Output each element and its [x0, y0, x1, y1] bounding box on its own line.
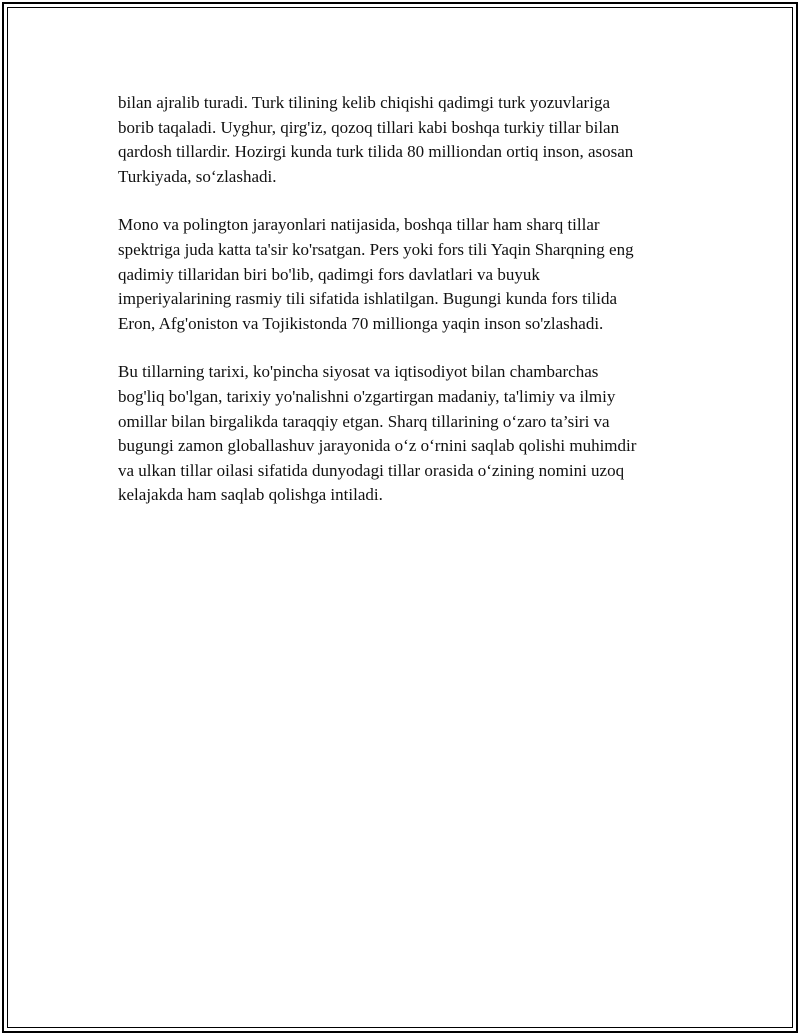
text-line: Bu tillarning tarixi, ko'pincha siyosat va iqtisodiyot bilan chambarchas	[118, 362, 599, 382]
text-line: Turkiyada, so‘zlashadi.	[118, 166, 277, 186]
text-line: kelajakda ham saqlab qolishga intiladi.	[118, 485, 383, 505]
text-line: omillar bilan birgalikda taraqqiy etgan. Sharq tillarining o‘zaro ta’siri va	[118, 411, 610, 431]
text-line: imperiyalarining rasmiy tili sifatida ishlatilgan. Bugungi kunda fors tilida	[118, 289, 618, 309]
text-line: Mono va polington jarayonlari natijasida, boshqa tillar ham sharq tillar	[118, 215, 600, 235]
text-line: qardosh tillardir. Hozirgi kunda turk tilida 80 milliondan ortiq inson, asosan	[118, 142, 634, 162]
text-line: Eron, Afg'oniston va Tojikistonda 70 millionga yaqin inson so'zlashadi.	[118, 313, 604, 333]
paragraph-persian-language	[118, 213, 693, 336]
text-line: bilan ajralib turadi. Turk tilining kelib chiqishi qadimgi turk yozuvlariga	[118, 93, 610, 112]
text-line: spektriga juda katta ta'sir ko'rsatgan. Pers yoki fors tili Yaqin Sharqning eng	[118, 239, 634, 259]
text-line: borib taqaladi. Uyghur, qirg'iz, qozoq tillari kabi boshqa turkiy tillar bilan	[118, 117, 620, 137]
paragraph-history-conclusion	[118, 360, 693, 508]
text-line: va ulkan tillar oilasi sifatida dunyodagi tillar orasida o‘zining nomini uzoq	[118, 460, 625, 480]
text-line: bugungi zamon globallashuv jarayonida o‘z o‘rnini saqlab qolishi muhimdir	[118, 436, 637, 456]
paragraph-turkish-origins	[118, 91, 693, 189]
document-body	[118, 91, 693, 532]
text-line: bog'liq bo'lgan, tarixiy yo'nalishni o'zgartirgan madaniy, ta'limiy va ilmiy	[118, 386, 616, 406]
text-line: qadimiy tillaridan biri bo'lib, qadimgi fors davlatlari va buyuk	[118, 264, 540, 284]
